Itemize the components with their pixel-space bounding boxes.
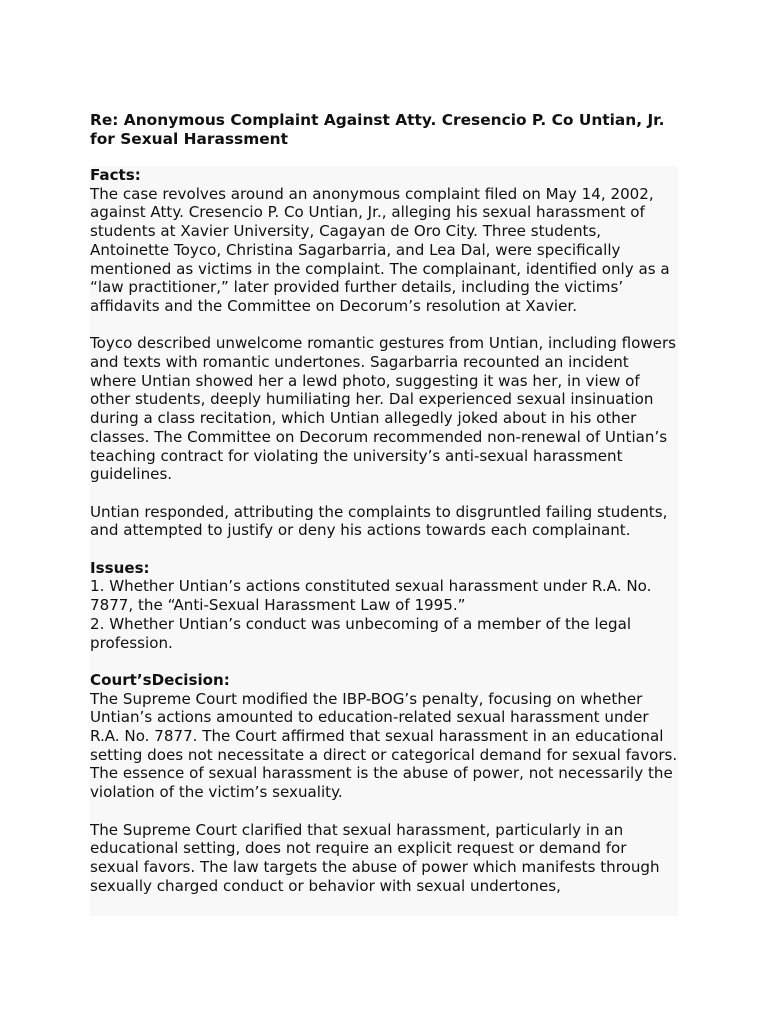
- issues-section: [90, 559, 678, 653]
- document-title: Re: Anonymous Complaint Against Atty. Cresencio P. Co Untian, Jr. for Sexual Harassment: [90, 111, 665, 148]
- facts-paragraph-2: Toyco described unwelcome romantic gestures from Untian, including flowers and texts with romantic undertones. Sagarbarria recounted an incident where Untian showed her a lewd photo, suggesting it was her, in view of other students, deeply humiliating her. Dal experienced sexual insinuation during a class recitation, which Untian allegedly joked about in his other classes. The Committee on Decorum recommended non-renewal of Untian’s teaching contract for violating the university’s anti-sexual harassment guidelines.: [90, 334, 677, 484]
- decision-paragraph-2: The Supreme Court clarified that sexual harassment, particularly in an educational setting, does not require an explicit request or demand for sexual favors. The law targets the abuse of power which manifests through sexually charged conduct or behavior with sexual undertones,: [90, 820, 660, 895]
- issue-item-1: 1. Whether Untian’s actions constituted sexual harassment under R.A. No. 7877, the “Anti-Sexual Harassment Law of 1995.”: [90, 577, 652, 615]
- decision-heading: Court’sDecision:: [90, 670, 230, 689]
- facts-heading: Facts:: [90, 166, 141, 184]
- document-body: [90, 166, 678, 916]
- facts-paragraph-1: The case revolves around an anonymous complaint filed on May 14, 2002, against Atty. Cresencio P. Co Untian, Jr., alleging his sexual harassment of students at Xavier University, Cagayan de Oro City. Three students, Antoinette Toyco, Christina Sagarbarria, and Lea Dal, were specifically mentioned as victims in the complaint. The complainant, identified only as a “law practitioner,” later provided further details, including the victims’ affidavits and the Committee on Decorum’s resolution at Xavier.: [90, 184, 670, 315]
- facts-paragraph-3: Untian responded, attributing the complaints to disgruntled failing students, and attempted to justify or deny his actions towards each complainant.: [90, 502, 668, 540]
- decision-section: [90, 671, 678, 895]
- issue-item-2: 2. Whether Untian’s conduct was unbecoming of a member of the legal profession.: [90, 614, 632, 652]
- issues-heading: Issues:: [90, 558, 150, 577]
- facts-section: [90, 166, 678, 540]
- decision-paragraph-1: The Supreme Court modified the IBP-BOG’s penalty, focusing on whether Untian’s actions amounted to education-related sexual harassment under R.A. No. 7877. The Court affirmed that sexual harassment in an educational setting does not necessitate a direct or categorical demand for sexual favors. The essence of sexual harassment is the abuse of power, not necessarily the violation of the victim’s sexuality.: [90, 689, 678, 802]
